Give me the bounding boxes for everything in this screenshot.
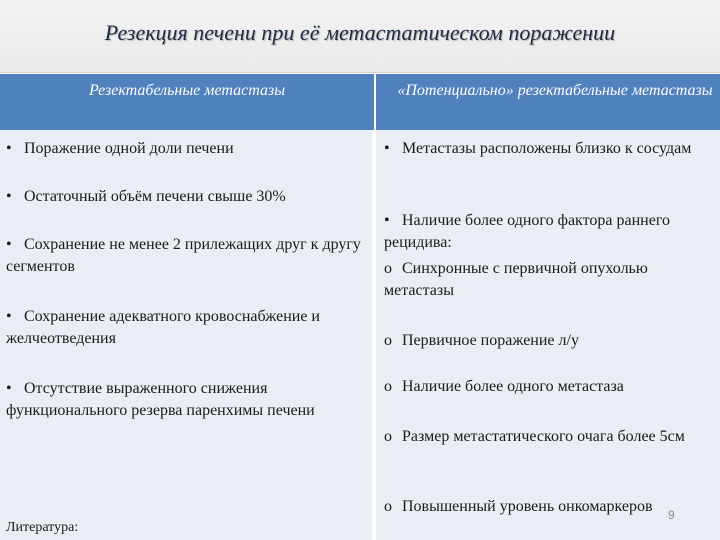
table-header-row [0, 74, 720, 130]
list-item [6, 186, 362, 208]
list-item [6, 138, 362, 160]
header-potentially-resectable: «Потенциально» резектабельные метастазы [376, 74, 720, 130]
resectable-column [0, 130, 374, 540]
list-item-text: Сохранение не менее 2 прилежащих друг к другу сегментов [6, 236, 361, 275]
list-item-text: Сохранение адекватного кровоснабжение и желчеотведения [6, 308, 320, 347]
table-body-row [0, 130, 720, 540]
circle-marker: o [384, 378, 392, 395]
sub-list-item [384, 376, 718, 398]
list-item-text: Синхронные с первичной опухолью метастазы [384, 260, 648, 299]
circle-marker: o [384, 428, 392, 445]
bullet-marker: • [6, 188, 12, 205]
circle-marker: o [384, 260, 392, 277]
list-item-text: Поражение одной доли печени [24, 140, 234, 157]
bullet-marker: • [384, 212, 390, 229]
reference-label: Литература: [6, 520, 79, 535]
list-item [6, 378, 362, 422]
list-item-text: Наличие более одного фактора раннего рецидива: [384, 212, 670, 251]
list-item [384, 210, 718, 254]
list-item-text: Остаточный объём печени свыше 30% [24, 188, 286, 205]
circle-marker: o [384, 498, 392, 515]
page-number: 9 [668, 508, 675, 522]
potentially-resectable-column [376, 130, 720, 540]
bullet-marker: • [6, 308, 12, 325]
sub-list-item [384, 496, 654, 518]
list-item-text: Повышенный уровень онкомаркеров [402, 498, 653, 515]
list-item-text: Размер метастатического очага более 5см [402, 428, 685, 445]
circle-marker: o [384, 332, 392, 349]
sub-list-item [384, 258, 718, 302]
header-resectable: Резектабельные метастазы [0, 74, 376, 130]
bullet-marker: • [6, 140, 12, 157]
bullet-marker: • [6, 380, 12, 397]
list-item-text: Наличие более одного метастаза [402, 378, 624, 395]
title-bar [0, 0, 720, 73]
list-item-text: Метастазы расположены близко к сосудам [402, 140, 692, 157]
slide-title: Резекция печени при её метастатическом поражении [104, 20, 616, 45]
list-item [6, 306, 362, 350]
list-item [384, 138, 718, 160]
sub-list-item [384, 426, 718, 448]
bullet-marker: • [6, 236, 12, 253]
list-item-text: Отсутствие выраженного снижения функционального резерва паренхимы печени [6, 380, 315, 419]
sub-list-item [384, 330, 718, 352]
bullet-marker: • [384, 140, 390, 157]
list-item [6, 234, 362, 278]
list-item-text: Первичное поражение л/у [402, 332, 579, 349]
